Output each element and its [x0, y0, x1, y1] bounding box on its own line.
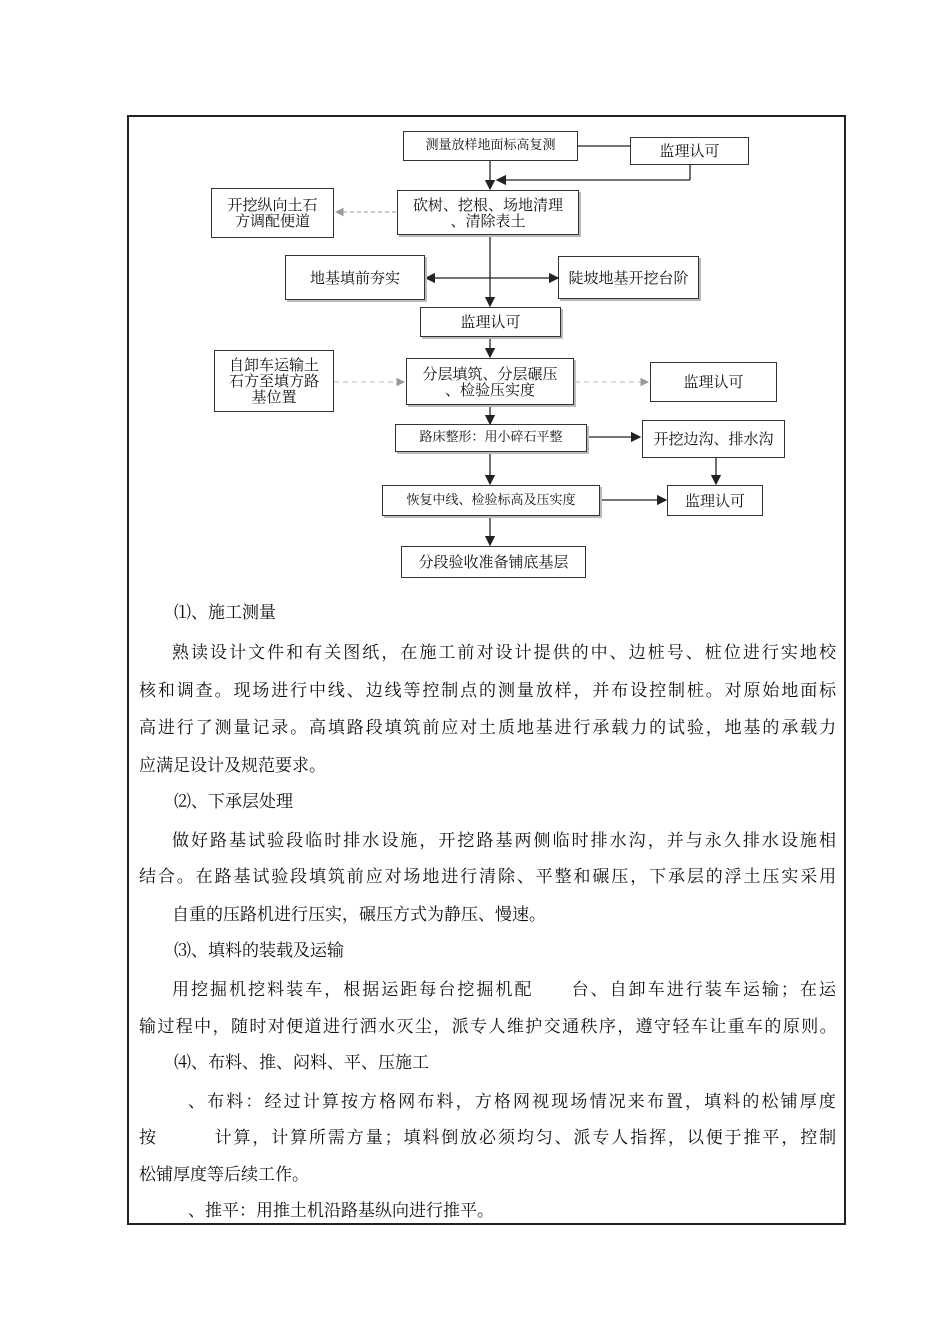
para-survey-l3: 高进行了测量记录。高填路段填筑前应对土质地基进行承载力的试验，地基的承载力 — [139, 718, 838, 738]
box-excavate-left: 开挖纵向土石 方调配便道 — [211, 188, 334, 238]
para-spread-l2: 按 计算，计算所需方量；填料倒放必须均匀、派专人指挥，以便于推平，控制 — [139, 1128, 838, 1148]
heading-loading: ⑶、填料的装载及运输 — [174, 941, 344, 961]
heading-spreading: ⑷、布料、推、闷料、平、压施工 — [174, 1053, 429, 1073]
para-spread-l3: 松铺厚度等后续工作。 — [139, 1165, 309, 1185]
heading-survey: ⑴、施工测量 — [174, 603, 276, 623]
para-base-l3: 自重的压路机进行压实，碾压方式为静压、慢速。 — [172, 905, 546, 925]
box-side-ditch: 开挖边沟、排水沟 — [642, 420, 785, 458]
para-base-l2: 结合。在路基试验段填筑前应对场地进行清除、平整和碾压，下承层的浮土压实采用 — [139, 867, 838, 887]
para-level-l1: 、推平：用推土机沿路基纵向进行推平。 — [188, 1201, 494, 1221]
para-survey-l2: 核和调查。现场进行中线、边线等控制点的测量放样，并布设控制桩。对原始地面标 — [139, 681, 838, 701]
box-approve-bottom: 监理认可 — [667, 485, 763, 516]
heading-base-layer: ⑵、下承层处理 — [174, 792, 293, 812]
box-approve-top: 监理认可 — [630, 137, 749, 165]
para-loading-l1: 用挖掘机挖料装车，根据运距每台挖掘机配 台、自卸车进行装车运输；在运 — [172, 980, 838, 1000]
para-loading-l2: 输过程中，随时对便道进行洒水灭尘，派专人维护交通秩序，遵守轻车让重车的原则。 — [139, 1017, 838, 1037]
para-base-l1: 做好路基试验段临时排水设施，开挖路基两侧临时排水沟，并与永久排水设施相 — [172, 831, 838, 851]
box-acceptance: 分段验收准备铺底基层 — [401, 546, 586, 578]
box-survey: 测量放样地面标高复测 — [403, 131, 578, 161]
box-restore: 恢复中线、检验标高及压实度 — [382, 485, 600, 516]
box-clear: 砍树、挖根、场地清理 、清除表土 — [397, 190, 579, 235]
box-layer-fill: 分层填筑、分层碾压 、检验压实度 — [406, 358, 574, 405]
box-compact-before: 地基填前夯实 — [285, 255, 425, 300]
para-survey-l4: 应满足设计及规范要求。 — [139, 756, 326, 776]
box-dump-truck: 自卸车运输土 石方至填方路 基位置 — [214, 350, 334, 412]
box-approve-right: 监理认可 — [650, 362, 777, 402]
para-spread-l1: 、布料：经过计算按方格网布料，方格网视现场情况来布置，填料的松铺厚度 — [188, 1092, 838, 1112]
box-subgrade-shape: 路床整形：用小碎石平整 — [395, 424, 587, 452]
para-survey-l1: 熟读设计文件和有关图纸，在施工前对设计提供的中、边桩号、桩位进行实地校 — [172, 643, 838, 663]
box-steep-slope: 陡坡地基开挖台阶 — [558, 256, 699, 299]
box-approve-mid: 监理认可 — [420, 307, 561, 337]
